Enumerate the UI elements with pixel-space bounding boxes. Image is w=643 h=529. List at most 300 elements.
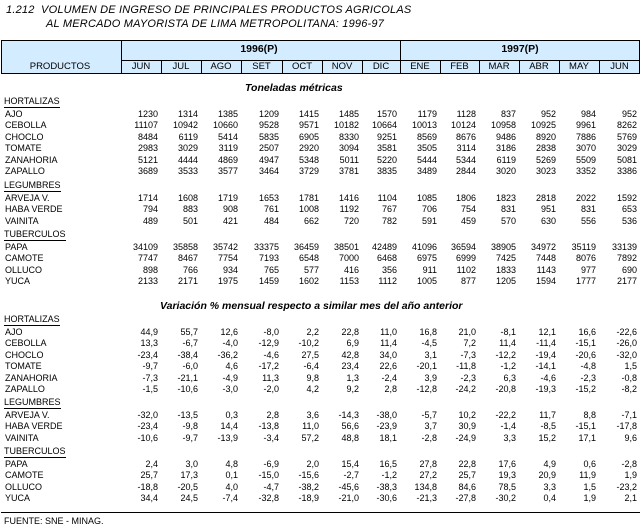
value-cell: 459 — [460, 215, 476, 226]
value-cell: -23,4 — [137, 349, 158, 360]
value-cell: -27,8 — [455, 493, 476, 504]
title-line-1: 1.212 VOLUMEN DE INGRESO DE PRINCIPALES PRODUCTOS AGRICOLAS — [6, 4, 412, 16]
value-cell: 7448 — [535, 253, 556, 264]
value-cell: 952 — [621, 109, 637, 119]
value-cell: -20,8 — [495, 384, 516, 394]
value-cell: 7754 — [217, 253, 238, 264]
value-cell: 1385 — [217, 109, 238, 119]
value-cell: 630 — [540, 215, 556, 226]
group-label: LEGUMBRES — [4, 180, 61, 190]
value-cell: 3,7 — [424, 421, 437, 432]
value-cell: -38,0 — [376, 410, 397, 420]
product-name: PAPA — [5, 459, 28, 469]
value-cell: 44,9 — [140, 327, 158, 337]
value-cell: 706 — [421, 204, 437, 215]
value-cell: 4,9 — [543, 459, 556, 469]
value-cell: -4,6 — [540, 372, 556, 383]
value-cell: 7892 — [616, 253, 637, 264]
value-cell: 1,9 — [583, 493, 596, 504]
value-cell: 877 — [460, 276, 476, 287]
value-cell: 84,6 — [458, 481, 476, 492]
value-cell: 27,5 — [301, 349, 319, 360]
value-cell: -2,0 — [263, 384, 279, 394]
table-row — [0, 215, 643, 227]
column-separator — [559, 60, 560, 74]
value-cell: -2,4 — [381, 372, 397, 383]
year-1997-header: 1997(P) — [501, 43, 539, 55]
value-cell: 570 — [500, 215, 516, 226]
value-cell: 7000 — [338, 253, 359, 264]
value-cell: 3,3 — [503, 432, 516, 443]
value-cell: 2818 — [535, 193, 556, 203]
value-cell: 2844 — [455, 166, 476, 176]
value-cell: 489 — [142, 215, 158, 226]
value-cell: 690 — [621, 264, 637, 275]
value-cell: -15,0 — [258, 470, 279, 481]
value-cell: -4,7 — [263, 481, 279, 492]
value-cell: -32,8 — [258, 493, 279, 504]
value-cell: 4947 — [258, 154, 279, 165]
product-name: CEBOLLA — [5, 338, 47, 349]
value-cell: 7747 — [137, 253, 158, 264]
table-row — [0, 420, 643, 432]
value-cell: 934 — [222, 264, 238, 275]
value-cell: 3505 — [416, 143, 437, 154]
value-cell: 1192 — [339, 204, 359, 215]
value-cell: 3729 — [298, 166, 319, 176]
value-cell: 7193 — [258, 253, 279, 264]
value-cell: 1085 — [416, 193, 437, 203]
table-row — [0, 192, 643, 204]
value-cell: 20,9 — [538, 470, 556, 481]
value-cell: -32,0 — [616, 349, 637, 360]
product-name: CAMOTE — [5, 470, 44, 481]
value-cell: -9,7 — [182, 432, 198, 443]
table-row — [0, 326, 643, 338]
value-cell: 1,5 — [583, 481, 596, 492]
value-cell: 1008 — [298, 204, 319, 215]
value-cell: 33375 — [253, 242, 279, 252]
value-cell: 4869 — [217, 154, 238, 165]
source-footer: FUENTE: SNE - MINAG. — [4, 516, 104, 526]
value-cell: 10013 — [411, 120, 437, 131]
value-cell: 17,1 — [578, 432, 596, 443]
value-cell: 908 — [222, 204, 238, 215]
group-label: LEGUMBRES — [4, 397, 61, 407]
value-cell: -6,4 — [303, 361, 319, 372]
value-cell: 977 — [580, 264, 596, 275]
column-separator — [121, 40, 122, 74]
value-cell: 36459 — [293, 242, 319, 252]
value-cell: -12,2 — [495, 349, 516, 360]
value-cell: 25,7 — [458, 470, 476, 481]
value-cell: -23,4 — [137, 421, 158, 432]
month-header: NOV — [331, 61, 353, 72]
value-cell: 6119 — [496, 154, 516, 165]
section-title-variation: Variación % mensual respecto a similar mes del año anterior — [160, 300, 463, 312]
column-separator — [440, 60, 441, 74]
month-header: FEB — [450, 61, 469, 72]
table-row — [0, 154, 643, 166]
value-cell: 421 — [222, 215, 238, 226]
value-cell: -26,0 — [616, 338, 637, 349]
value-cell: 38905 — [490, 242, 516, 252]
value-cell: -15,2 — [575, 384, 596, 394]
value-cell: -10,6 — [137, 432, 158, 443]
product-name: YUCA — [5, 493, 31, 504]
value-cell: 4,0 — [225, 481, 238, 492]
value-cell: 8467 — [177, 253, 198, 264]
value-cell: 767 — [381, 204, 397, 215]
value-cell: -4,9 — [222, 372, 238, 383]
value-cell: 2,8 — [266, 410, 279, 420]
month-header: AGO — [210, 61, 232, 72]
value-cell: 1,3 — [346, 372, 359, 383]
value-cell: 5348 — [298, 154, 319, 165]
product-name: CHOCLO — [5, 349, 44, 360]
header-divider — [121, 60, 640, 61]
value-cell: 5509 — [575, 154, 596, 165]
value-cell: 35119 — [571, 242, 596, 252]
month-header: MAR — [488, 61, 510, 72]
value-cell: 1205 — [495, 276, 516, 287]
value-cell: 501 — [182, 215, 198, 226]
value-cell: 7886 — [575, 131, 596, 142]
value-cell: -1,5 — [142, 384, 158, 394]
value-cell: -2,3 — [580, 372, 596, 383]
table-row — [0, 203, 643, 215]
value-cell: 1128 — [456, 109, 476, 119]
value-cell: 10925 — [530, 120, 556, 131]
value-cell: -38,2 — [298, 481, 319, 492]
value-cell: 484 — [263, 215, 279, 226]
table-row — [0, 142, 643, 154]
value-cell: 1209 — [258, 109, 279, 119]
table-row — [0, 241, 643, 253]
value-cell: 16,8 — [419, 327, 437, 337]
table-row — [0, 337, 643, 349]
product-name: CEBOLLA — [5, 120, 47, 131]
table-row — [0, 165, 643, 177]
table-row — [0, 108, 643, 120]
value-cell: -6,0 — [182, 361, 198, 372]
value-cell: 17,3 — [180, 470, 198, 481]
table-row — [0, 360, 643, 372]
value-cell: 754 — [460, 204, 476, 215]
value-cell: -10,6 — [177, 384, 198, 394]
group-label: TUBERCULOS — [4, 229, 66, 239]
value-cell: 1781 — [298, 193, 319, 203]
value-cell: -18,8 — [137, 481, 158, 492]
product-name: ZANAHORIA — [5, 372, 58, 383]
value-cell: -38,4 — [177, 349, 198, 360]
value-cell: 13,3 — [140, 338, 158, 349]
value-cell: 36594 — [450, 242, 476, 252]
value-cell: 11,7 — [539, 410, 556, 420]
value-cell: 3114 — [456, 143, 476, 154]
value-cell: -9,7 — [142, 361, 158, 372]
table-row — [0, 275, 643, 287]
value-cell: 22,8 — [341, 327, 359, 337]
value-cell: 2,1 — [624, 493, 637, 504]
value-cell: 1,5 — [624, 361, 637, 372]
value-cell: 2983 — [137, 143, 158, 154]
value-cell: 5220 — [376, 154, 397, 165]
value-cell: 6999 — [455, 253, 476, 264]
value-cell: 34972 — [530, 242, 556, 252]
product-name: ARVEJA V. — [5, 193, 50, 203]
value-cell: -15,1 — [575, 421, 596, 432]
value-cell: 10664 — [371, 120, 397, 131]
value-cell: -13,9 — [217, 432, 238, 443]
product-name: ZAPALLO — [5, 384, 45, 394]
value-cell: 5121 — [137, 154, 158, 165]
product-name: TOMATE — [5, 143, 42, 154]
value-cell: 8569 — [416, 131, 437, 142]
product-name: CAMOTE — [5, 253, 44, 264]
value-cell: -21,3 — [416, 493, 437, 504]
value-cell: -21,0 — [338, 493, 359, 504]
value-cell: 134,8 — [414, 481, 437, 492]
value-cell: 9486 — [495, 131, 516, 142]
product-name: CHOCLO — [5, 131, 44, 142]
group-label: TUBERCULOS — [4, 446, 66, 456]
value-cell: -11,4 — [536, 338, 556, 349]
value-cell: -30,6 — [376, 493, 397, 504]
value-cell: 23,4 — [341, 361, 359, 372]
value-cell: 34,4 — [140, 493, 158, 504]
value-cell: -2,8 — [421, 432, 437, 443]
value-cell: 8676 — [455, 131, 476, 142]
column-separator — [282, 60, 283, 74]
value-cell: 10660 — [212, 120, 238, 131]
value-cell: 911 — [422, 264, 437, 275]
value-cell: 16,5 — [379, 459, 397, 469]
year-1996-header: 1996(P) — [240, 43, 278, 55]
value-cell: -15,1 — [575, 338, 596, 349]
value-cell: 831 — [500, 204, 516, 215]
value-cell: 56,6 — [341, 421, 359, 432]
value-cell: 48,8 — [341, 432, 359, 443]
value-cell: 761 — [263, 204, 279, 215]
value-cell: 3020 — [495, 166, 516, 176]
value-cell: 766 — [182, 264, 198, 275]
value-cell: -45,6 — [338, 481, 359, 492]
value-cell: 883 — [182, 204, 198, 215]
value-cell: -1,2 — [500, 361, 516, 372]
value-cell: 4,2 — [306, 384, 319, 394]
value-cell: -7,3 — [460, 349, 476, 360]
column-separator — [201, 60, 202, 74]
month-header: JUN — [131, 61, 151, 72]
value-cell: 794 — [142, 204, 158, 215]
value-cell: 837 — [500, 109, 516, 119]
value-cell: 11,0 — [302, 421, 319, 432]
value-cell: -23,9 — [376, 421, 397, 432]
value-cell: 4,8 — [225, 459, 238, 469]
value-cell: 591 — [421, 215, 437, 226]
value-cell: -24,2 — [455, 384, 476, 394]
value-cell: 3094 — [338, 143, 359, 154]
product-name: VAINITA — [5, 432, 39, 443]
product-name: AJO — [5, 109, 23, 119]
value-cell: 3119 — [218, 143, 238, 154]
value-cell: 1143 — [536, 264, 556, 275]
value-cell: -36,2 — [217, 349, 238, 360]
value-cell: -14,1 — [535, 361, 556, 372]
value-cell: 5081 — [616, 154, 637, 165]
product-name: ARVEJA V. — [5, 410, 50, 420]
value-cell: 3835 — [376, 166, 397, 176]
section-title-tm: Toneladas métricas — [245, 82, 343, 94]
value-cell: 6,9 — [346, 338, 359, 349]
value-cell: 3689 — [137, 166, 158, 176]
value-cell: 16,6 — [578, 327, 596, 337]
value-cell: 6975 — [416, 253, 437, 264]
value-cell: -6,9 — [263, 459, 279, 469]
value-cell: 1459 — [258, 276, 279, 287]
value-cell: 6,3 — [503, 372, 516, 383]
month-header: ABR — [529, 61, 549, 72]
value-cell: 3533 — [177, 166, 198, 176]
value-cell: 42489 — [371, 242, 397, 252]
value-cell: 42,8 — [341, 349, 359, 360]
value-cell: -20,5 — [177, 481, 198, 492]
column-separator — [362, 60, 363, 74]
value-cell: 35742 — [212, 242, 238, 252]
table-row — [0, 469, 643, 481]
value-cell: 27,8 — [419, 459, 437, 469]
value-cell: 3,9 — [424, 372, 437, 383]
table-row — [0, 409, 643, 421]
value-cell: 7,2 — [463, 338, 476, 349]
value-cell: 8484 — [137, 131, 158, 142]
group-label: HORTALIZAS — [4, 96, 60, 106]
value-cell: -9,8 — [182, 421, 198, 432]
value-cell: 2507 — [258, 143, 279, 154]
value-cell: 2920 — [298, 143, 319, 154]
product-name: HABA VERDE — [5, 421, 63, 432]
value-cell: 9251 — [376, 131, 397, 142]
value-cell: 1823 — [495, 193, 516, 203]
column-separator — [599, 60, 600, 74]
value-cell: -8,0 — [263, 327, 279, 337]
value-cell: -8,2 — [621, 384, 637, 394]
value-cell: -1,4 — [500, 421, 516, 432]
value-cell: 1653 — [258, 193, 279, 203]
value-cell: 1602 — [298, 276, 319, 287]
value-cell: 3,3 — [543, 481, 556, 492]
value-cell: 15,4 — [341, 459, 359, 469]
table-row — [0, 119, 643, 131]
value-cell: 27,2 — [419, 470, 437, 481]
value-cell: -1,2 — [381, 470, 397, 481]
value-cell: 952 — [540, 109, 556, 119]
value-cell: 35858 — [172, 242, 198, 252]
group-label: HORTALIZAS — [4, 314, 60, 324]
value-cell: -3,0 — [222, 384, 238, 394]
value-cell: 4,6 — [225, 361, 238, 372]
value-cell: 1833 — [495, 264, 516, 275]
value-cell: 0,6 — [583, 459, 596, 469]
value-cell: 9,8 — [306, 372, 319, 383]
value-cell: 1104 — [377, 193, 397, 203]
value-cell: 951 — [540, 204, 556, 215]
value-cell: 5769 — [616, 131, 637, 142]
value-cell: 1592 — [616, 193, 637, 203]
value-cell: -3,4 — [263, 432, 279, 443]
table-row — [0, 264, 643, 276]
table-row — [0, 458, 643, 470]
value-cell: -10,2 — [298, 338, 319, 349]
value-cell: 2133 — [137, 276, 158, 287]
value-cell: 1,9 — [624, 470, 637, 481]
value-cell: -22,2 — [495, 410, 516, 420]
value-cell: -24,9 — [455, 432, 476, 443]
table-row — [0, 252, 643, 264]
value-cell: 9571 — [298, 120, 319, 131]
value-cell: 22,6 — [379, 361, 397, 372]
value-cell: 1153 — [339, 276, 359, 287]
value-cell: 10182 — [333, 120, 359, 131]
value-cell: 577 — [303, 264, 319, 275]
value-cell: 5835 — [258, 131, 279, 142]
value-cell: 1314 — [177, 109, 198, 119]
column-separator — [519, 60, 520, 74]
column-separator — [479, 60, 480, 74]
value-cell: 2,0 — [306, 459, 319, 469]
value-cell: 0,1 — [225, 470, 238, 481]
value-cell: 4444 — [177, 154, 198, 165]
value-cell: 2,8 — [384, 384, 397, 394]
value-cell: 10958 — [490, 120, 516, 131]
product-name: TOMATE — [5, 361, 42, 372]
bottom-rule — [1, 512, 640, 513]
value-cell: 1806 — [455, 193, 476, 203]
column-separator — [400, 40, 401, 74]
value-cell: 3,1 — [424, 349, 437, 360]
value-cell: 1719 — [217, 193, 238, 203]
value-cell: 3029 — [177, 143, 198, 154]
value-cell: -11,8 — [456, 361, 476, 372]
value-cell: 5414 — [217, 131, 238, 142]
value-cell: 18,1 — [379, 432, 397, 443]
value-cell: 12,6 — [220, 327, 238, 337]
value-cell: -14,3 — [338, 410, 359, 420]
value-cell: 6119 — [178, 131, 198, 142]
value-cell: 38501 — [333, 242, 359, 252]
value-cell: 2,2 — [306, 327, 319, 337]
value-cell: 984 — [580, 109, 596, 119]
value-cell: 12,1 — [538, 327, 556, 337]
value-cell: 3489 — [416, 166, 437, 176]
value-cell: -5,7 — [421, 410, 437, 420]
value-cell: -18,9 — [298, 493, 319, 504]
column-separator — [161, 60, 162, 74]
value-cell: 9961 — [575, 120, 596, 131]
value-cell: 11,4 — [499, 338, 516, 349]
value-cell: 8920 — [535, 131, 556, 142]
table-row — [0, 131, 643, 143]
value-cell: 3464 — [258, 166, 279, 176]
value-cell: 11,4 — [380, 338, 397, 349]
value-cell: 21,0 — [458, 327, 476, 337]
value-cell: -2,8 — [621, 459, 637, 469]
value-cell: 662 — [303, 215, 319, 226]
month-header: DIC — [372, 61, 390, 72]
value-cell: 2171 — [177, 276, 198, 287]
value-cell: -7,1 — [621, 410, 637, 420]
